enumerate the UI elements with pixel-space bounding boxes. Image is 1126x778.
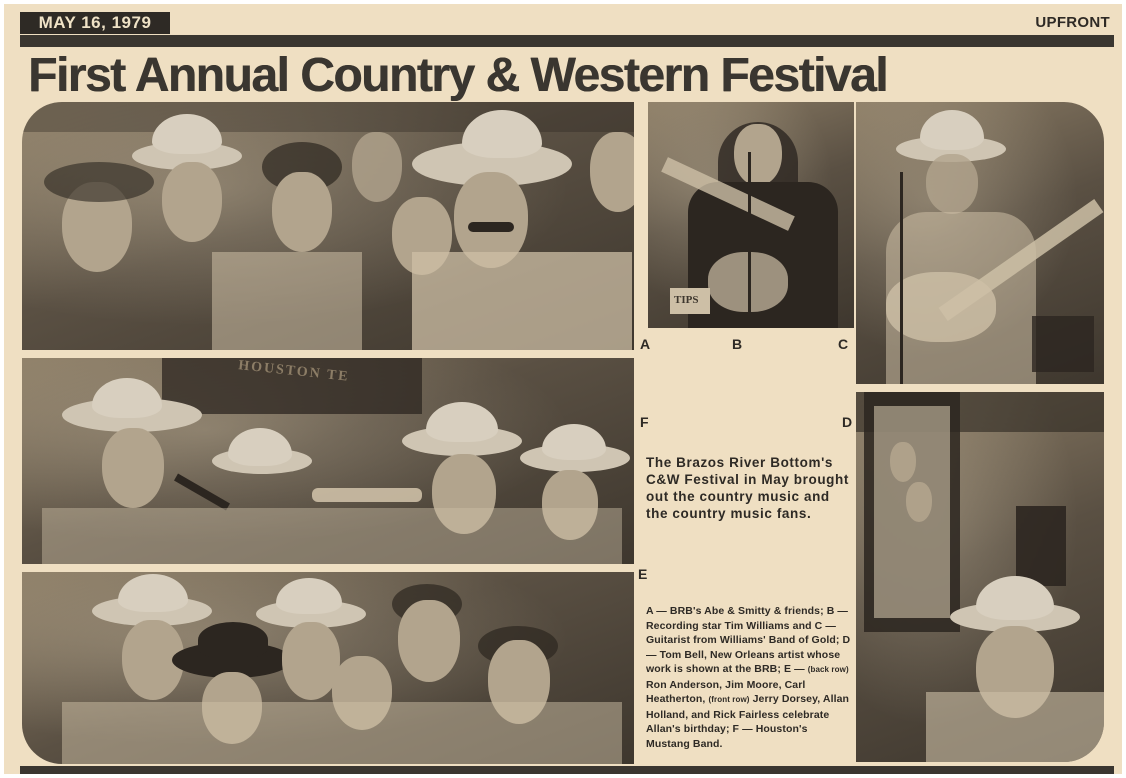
caption-back-row: (back row) — [807, 665, 849, 674]
photo-d-artist — [856, 392, 1104, 762]
face — [590, 132, 634, 212]
photo-label-a: A — [640, 336, 651, 352]
top-rule — [20, 35, 1114, 47]
photo-f-band — [22, 358, 634, 564]
photo-label-f: F — [640, 414, 649, 430]
caption-list — [646, 604, 854, 751]
shirt — [926, 692, 1104, 762]
hat — [426, 402, 498, 442]
shirts — [62, 702, 622, 764]
dark-hat — [198, 622, 268, 658]
date-badge: MAY 16, 1979 — [20, 12, 170, 34]
tips-sign-text: TIPS — [674, 294, 699, 306]
hat — [118, 574, 188, 612]
photo-b-singer — [648, 102, 854, 328]
painted-face — [890, 442, 916, 482]
face — [398, 600, 460, 682]
headline: First Annual Country & Western Festival — [28, 49, 887, 102]
hat — [92, 378, 162, 418]
caption-part-1: A — BRB's Abe & Smitty & friends; B — Recording star Tim Williams and C — Guitarist from Williams' Band of Gold; D — Tom Bell, New Orleans artist whose work is shown at the BRB; E — — [646, 605, 851, 675]
photo-label-d: D — [842, 414, 853, 430]
hat — [228, 428, 292, 466]
mic-stand — [748, 152, 751, 328]
face — [734, 124, 782, 186]
caption-part-2: Ron Anderson, Jim Moore, Carl Heatherton, — [646, 678, 806, 705]
newspaper-page — [4, 4, 1122, 774]
mic-stand — [900, 172, 903, 384]
microphone — [174, 474, 230, 511]
face — [926, 154, 978, 214]
amplifier — [1032, 316, 1094, 372]
face — [102, 428, 164, 508]
hat — [920, 110, 984, 150]
banner-text: HOUSTON TE — [237, 358, 351, 385]
hair — [44, 162, 154, 202]
caption-front-row: (front row) — [708, 695, 750, 704]
photo-c-guitarist — [856, 102, 1104, 384]
hat — [542, 424, 606, 460]
painted-face — [906, 482, 932, 522]
photo-a-background — [22, 102, 634, 132]
caption-part-3: Jerry Dorsey, Allan Holland, and Rick Fairless celebrate Allan's birthday; F — Houston's Mustang Band. — [646, 693, 850, 750]
photo-label-b: B — [732, 336, 743, 352]
trumpet — [312, 488, 422, 502]
shirts — [42, 508, 622, 564]
mustache — [468, 222, 514, 232]
face — [162, 162, 222, 242]
hat — [276, 578, 342, 614]
face — [272, 172, 332, 252]
photo-label-c: C — [838, 336, 849, 352]
section-label: UPFRONT — [1035, 14, 1110, 31]
speaker — [1016, 506, 1066, 586]
shirt — [212, 252, 362, 350]
caption-lead: The Brazos River Bottom's C&W Festival in May brought out the country music and the country music fans. — [646, 455, 849, 521]
photo-e-birthday — [22, 572, 634, 764]
bottom-rule — [20, 766, 1114, 774]
checked-shirt — [412, 252, 632, 350]
face — [352, 132, 402, 202]
photo-label-e: E — [638, 566, 648, 582]
photo-a-group — [22, 102, 634, 350]
